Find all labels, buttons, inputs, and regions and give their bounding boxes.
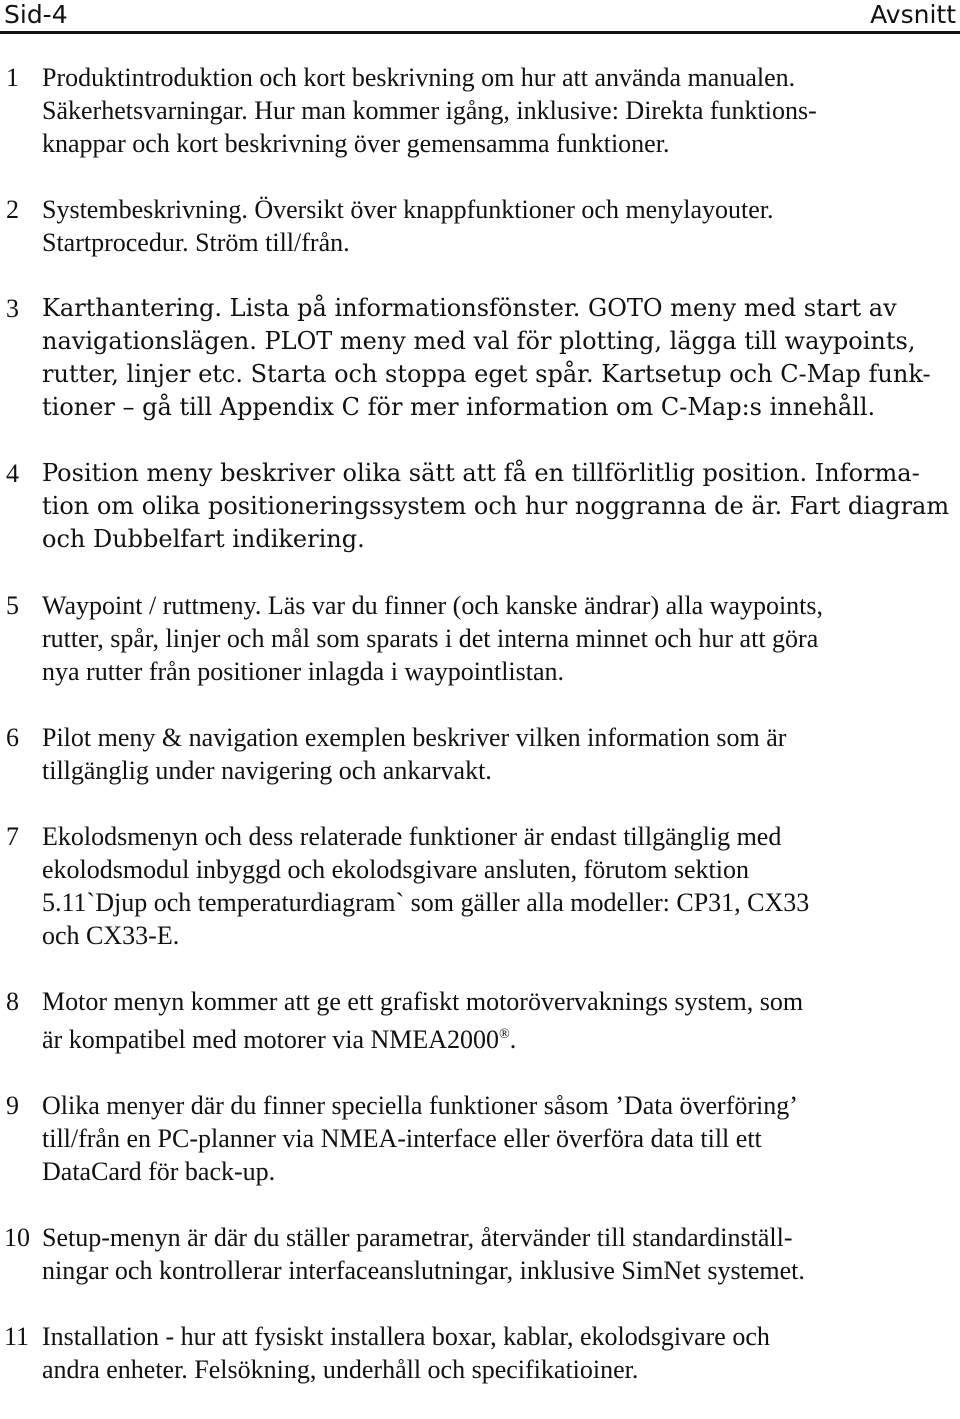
header-rule bbox=[0, 31, 960, 34]
text-line: Motor menyn kommer att ge ett grafiskt motorövervaknings system, som bbox=[42, 987, 804, 1016]
text-line: Position meny beskriver olika sätt att få en tillförlitlig position. Informa- bbox=[42, 459, 920, 487]
registered-mark: ® bbox=[499, 1027, 510, 1042]
text-line: Setup-menyn är där du ställer parametrar, återvänder till standardinställ- bbox=[42, 1223, 793, 1252]
section-number: 11 bbox=[4, 1322, 30, 1351]
section-description bbox=[42, 1089, 947, 1188]
section-description bbox=[42, 721, 947, 787]
section-description bbox=[42, 589, 947, 688]
section-item bbox=[0, 292, 960, 424]
section-number: 3 bbox=[6, 294, 19, 323]
section-item bbox=[0, 61, 960, 160]
text-line: knappar och kort beskrivning över gemensamma funktioner. bbox=[42, 129, 670, 158]
text-line: Ekolodsmenyn och dess relaterade funktioner är endast tillgänglig med bbox=[42, 822, 782, 851]
section-number: 8 bbox=[6, 987, 19, 1016]
page-header bbox=[0, 0, 960, 34]
text-line: Waypoint / ruttmeny. Läs var du finner (och kanske ändrar) alla waypoints, bbox=[42, 591, 824, 620]
text-line: Karthantering. Lista på informationsfönster. GOTO meny med start av bbox=[42, 294, 897, 322]
text-line: ningar och kontrollerar interfaceanslutningar, inklusive SimNet systemet. bbox=[42, 1256, 805, 1285]
text-line: navigationslägen. PLOT meny med val för plotting, lägga till waypoints, bbox=[42, 327, 916, 355]
section-item bbox=[0, 985, 960, 1056]
section-item bbox=[0, 457, 960, 556]
section-number: 9 bbox=[6, 1091, 19, 1120]
text-line: ekolodsmodul inbyggd och ekolodsgivare ansluten, förutom sektion bbox=[42, 855, 749, 884]
section-description bbox=[42, 985, 947, 1056]
section-item bbox=[0, 1089, 960, 1188]
text-line: nya rutter från positioner inlagda i waypointlistan. bbox=[42, 657, 565, 686]
text-line: Produktintroduktion och kort beskrivning om hur att använda manualen. bbox=[42, 63, 796, 92]
section-item bbox=[0, 589, 960, 688]
text-line: och Dubbelfart indikering. bbox=[42, 525, 365, 553]
section-description bbox=[42, 1320, 947, 1386]
text-line-content: är kompatibel med motorer via NMEA2000 bbox=[42, 1025, 500, 1054]
section-list bbox=[0, 61, 960, 1419]
section-description bbox=[42, 457, 950, 556]
text-line: till/från en PC-planner via NMEA-interface eller överföra data till ett bbox=[42, 1124, 762, 1153]
text-line: Olika menyer där du finner speciella funktioner såsom ’Data överföring’ bbox=[42, 1091, 798, 1120]
text-line: tioner – gå till Appendix C för mer information om C-Map:s innehåll. bbox=[42, 393, 876, 421]
section-description bbox=[42, 820, 947, 952]
section-description bbox=[42, 1221, 947, 1287]
text-line: 5.11`Djup och temperaturdiagram` som gäller alla modeller: CP31, CX33 bbox=[42, 888, 810, 917]
text-line: tillgänglig under navigering och ankarvakt. bbox=[42, 756, 492, 785]
text-line: Pilot meny & navigation exemplen beskriver vilken information som är bbox=[42, 723, 787, 752]
text-line: rutter, linjer etc. Starta och stoppa eget spår. Kartsetup och C-Map funk- bbox=[42, 360, 931, 388]
section-item bbox=[0, 1221, 960, 1287]
section-number: 2 bbox=[6, 195, 19, 224]
section-item bbox=[0, 1320, 960, 1386]
text-line bbox=[42, 1018, 947, 1056]
text-line: Systembeskrivning. Översikt över knappfunktioner och menylayouter. bbox=[42, 195, 774, 224]
text-line: Startprocedur. Ström till/från. bbox=[42, 228, 350, 257]
text-line-end: . bbox=[509, 1025, 517, 1054]
section-label: Avsnitt bbox=[870, 0, 956, 29]
section-description bbox=[42, 292, 947, 424]
text-line: och CX33-E. bbox=[42, 921, 180, 950]
section-number: 5 bbox=[6, 591, 19, 620]
section-item bbox=[0, 721, 960, 787]
section-number: 1 bbox=[6, 63, 19, 92]
section-item bbox=[0, 820, 960, 952]
section-description bbox=[42, 61, 947, 160]
text-line: Säkerhetsvarningar. Hur man kommer igång, inklusive: Direkta funktions- bbox=[42, 96, 817, 125]
section-number: 6 bbox=[6, 723, 19, 752]
text-line: DataCard för back-up. bbox=[42, 1157, 276, 1186]
section-number: 7 bbox=[6, 822, 19, 851]
page-number: Sid-4 bbox=[4, 0, 68, 29]
section-item bbox=[0, 193, 960, 259]
text-line: rutter, spår, linjer och mål som sparats i det interna minnet och hur att göra bbox=[42, 624, 819, 653]
text-line: tion om olika positioneringssystem och hur noggranna de är. Fart diagram bbox=[42, 492, 950, 520]
section-description bbox=[42, 193, 947, 259]
section-number: 10 bbox=[4, 1223, 30, 1252]
text-line: andra enheter. Felsökning, underhåll och specifikatioiner. bbox=[42, 1355, 639, 1384]
text-line: Installation - hur att fysiskt installera boxar, kablar, ekolodsgivare och bbox=[42, 1322, 770, 1351]
section-number: 4 bbox=[6, 459, 19, 488]
